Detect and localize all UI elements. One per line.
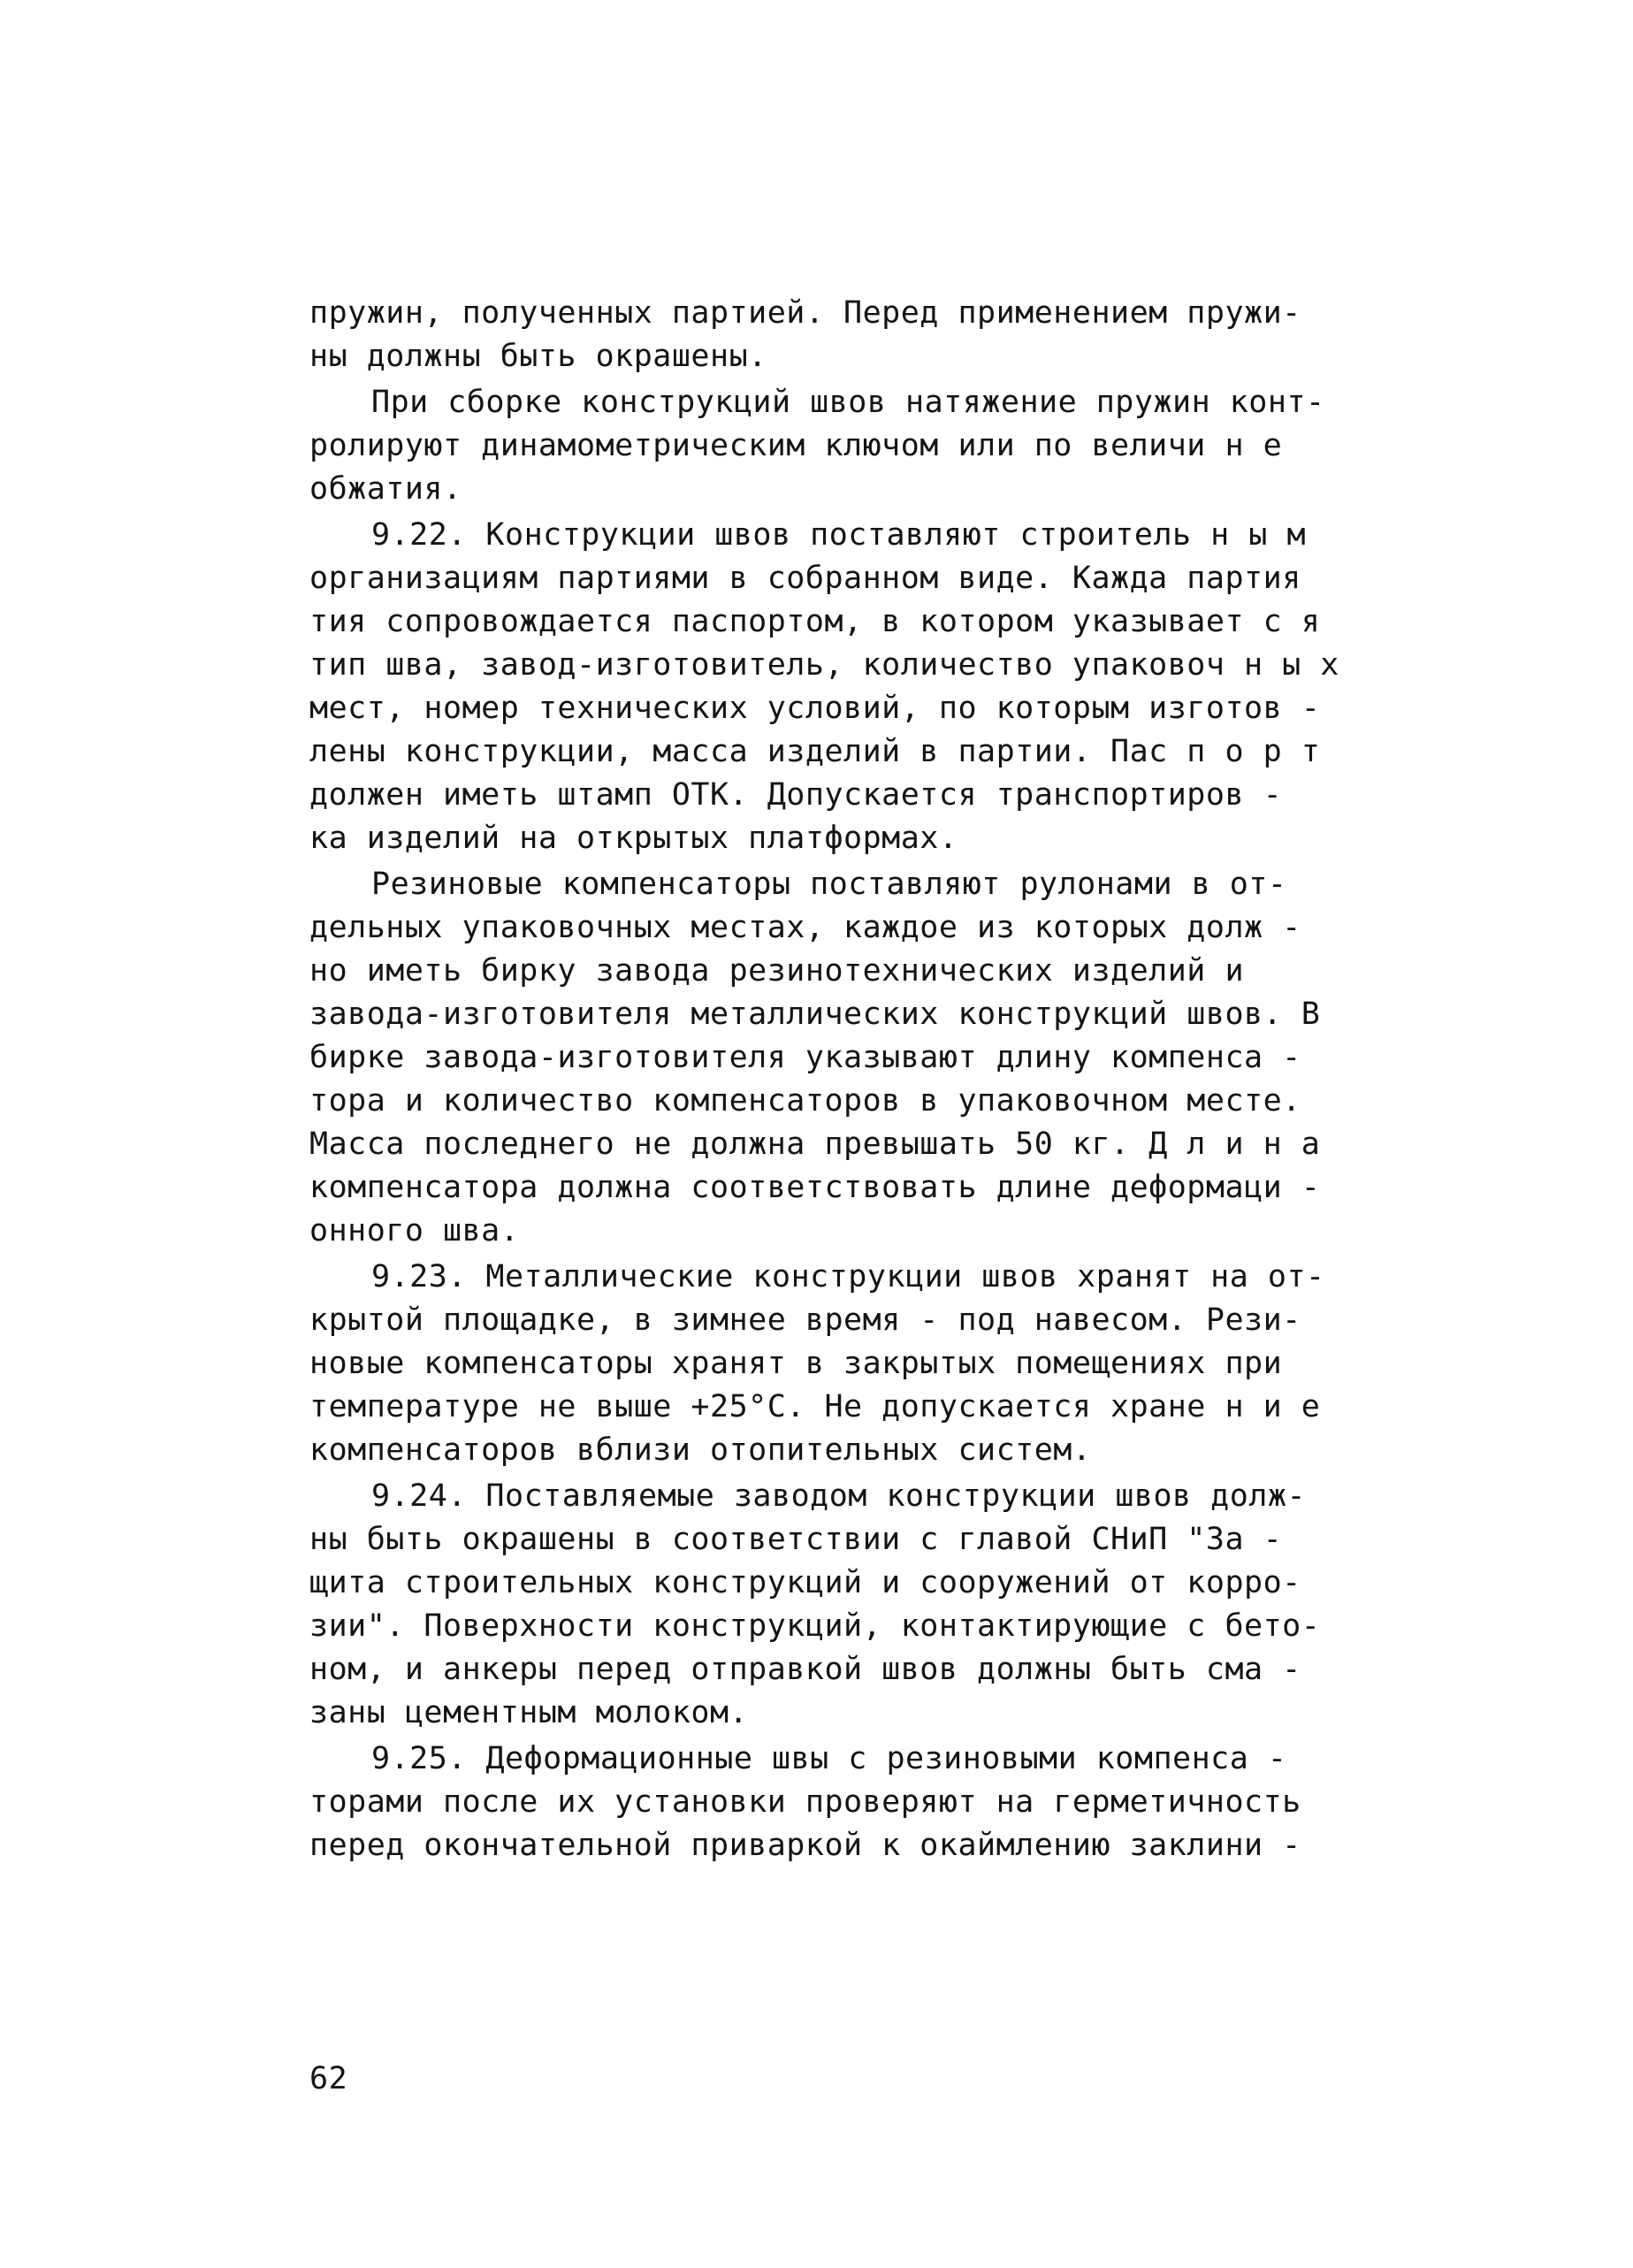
- text-line: компенсатора должна соответствовать длине деформаци -: [309, 1170, 1321, 1205]
- text-line: но иметь бирку завода резинотехнических изделий и: [309, 953, 1245, 989]
- text-line: дельных упаковочных местах, каждое из которых долж -: [309, 910, 1301, 945]
- text-line: тия сопровождается паспортом, в котором указывает с я: [309, 604, 1321, 639]
- text-line: перед окончательной приваркой к окаймлению заклини -: [309, 1828, 1301, 1863]
- text-line: ном, и анкеры перед отправкой швов должны быть сма -: [309, 1652, 1301, 1687]
- paragraph-first-line: При сборке конструкций швов натяжение пружин конт-: [371, 385, 1325, 420]
- text-line: онного шва.: [309, 1213, 520, 1249]
- text-line: заны цементным молоком.: [309, 1695, 749, 1730]
- text-line: зии". Поверхности конструкций, контактирующие с бето-: [309, 1608, 1321, 1644]
- text-line: бирке завода-изготовителя указывают длину компенса -: [309, 1040, 1301, 1075]
- text-line: крытой площадке, в зимнее время - под навесом. Рези-: [309, 1302, 1301, 1338]
- body-text: [309, 292, 1432, 1867]
- text-line: ны быть окрашены в соответствии с главой СНиП "За -: [309, 1522, 1283, 1557]
- text-line: лены конструкции, масса изделий в партии. Пас п о р т: [309, 734, 1321, 769]
- paragraph-first-line: Резиновые компенсаторы поставляют рулонами в от-: [371, 867, 1287, 902]
- text-line: ка изделий на открытых платформах.: [309, 821, 958, 856]
- text-line: мест, номер технических условий, по которым изготов -: [309, 691, 1321, 726]
- paragraph-first-line: 9.22. Конструкции швов поставляют строитель н ы м: [371, 517, 1307, 553]
- text-line: щита строительных конструкций и сооружений от корро-: [309, 1565, 1301, 1600]
- text-line: обжатия.: [309, 471, 462, 507]
- text-line: компенсаторов вблизи отопительных систем.: [309, 1432, 1092, 1468]
- text-line: Масса последнего не должна превышать 50 кг. Д л и н а: [309, 1126, 1321, 1162]
- paragraph-first-line: 9.23. Металлические конструкции швов хранят на от-: [371, 1259, 1325, 1294]
- text-line: тип шва, завод-изготовитель, количество упаковоч н ы х: [309, 647, 1339, 683]
- text-line: организациям партиями в собранном виде. Кажда партия: [309, 561, 1301, 596]
- paragraph-first-line: 9.24. Поставляемые заводом конструкции швов долж-: [371, 1478, 1307, 1514]
- text-line: ролируют динамометрическим ключом или по величи н е: [309, 428, 1283, 463]
- text-line: пружин, полученных партией. Перед применением пружи-: [309, 295, 1301, 331]
- text-line: завода-изготовителя металлических конструкций швов. В: [309, 997, 1321, 1032]
- text-line: ны должны быть окрашены.: [309, 339, 767, 374]
- text-line: торами после их установки проверяют на герметичность: [309, 1784, 1301, 1820]
- text-line: температуре не выше +25°С. Не допускается хране н и е: [309, 1389, 1321, 1424]
- paragraph-first-line: 9.25. Деформационные швы с резиновыми компенса -: [371, 1741, 1287, 1776]
- page-number: 62: [309, 2061, 348, 2096]
- text-line: новые компенсаторы хранят в закрытых помещениях при: [309, 1346, 1283, 1381]
- text-line: должен иметь штамп ОТК. Допускается транспортиров -: [309, 777, 1283, 813]
- text-line: тора и количество компенсаторов в упаковочном месте.: [309, 1083, 1301, 1119]
